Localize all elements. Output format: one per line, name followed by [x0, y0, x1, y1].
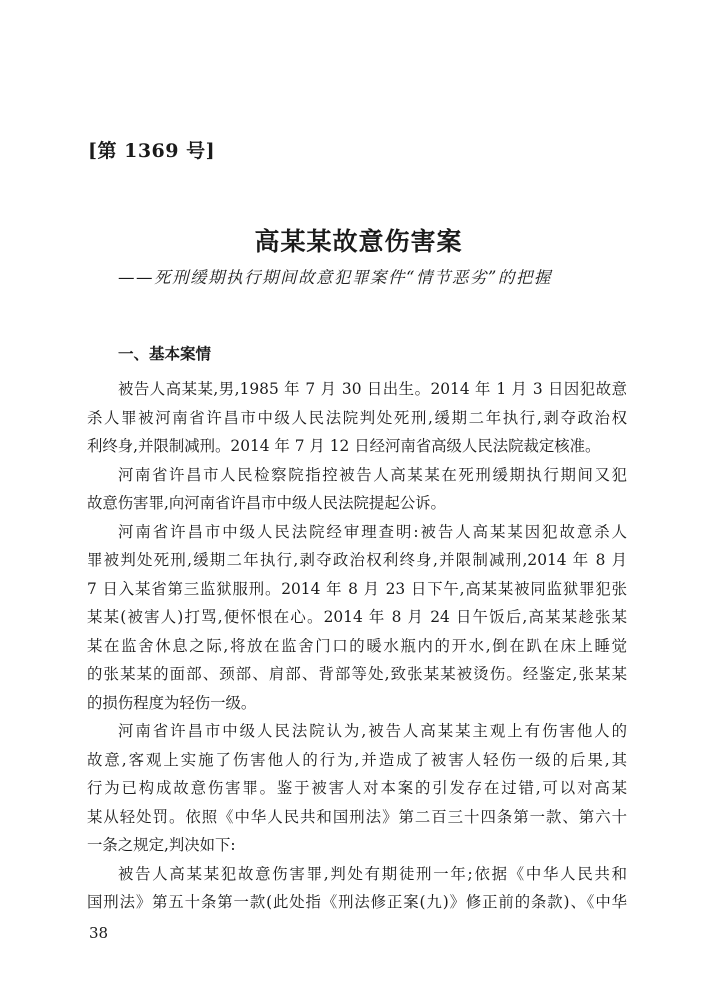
case-number: [第 1369 号]	[88, 140, 216, 162]
text-line: 国刑法》第五十条第一款(此处指《刑法修正案(九)》修正前的条款)、《中华	[87, 893, 627, 911]
text-line: 行为已构成故意伤害罪。鉴于被害人对本案的引发存在过错,可以对高某	[87, 779, 627, 797]
text-line: 故意,客观上实施了伤害他人的行为,并造成了被害人轻伤一级的后果,其	[87, 750, 627, 769]
text-line: 河南省许昌市人民检察院指控被告人高某某在死刑缓期执行期间又犯	[118, 465, 627, 484]
text-line: 利终身,并限制减刑。2014 年 7 月 12 日经河南省高级人民法院裁定核准。	[87, 437, 601, 455]
text-line: 某某(被害人)打骂,便怀恨在心。2014 年 8 月 24 日午饭后,高某某趁张某	[87, 608, 627, 626]
text-line: 的张某某的面部、颈部、肩部、背部等处,致张某某被烫伤。经鉴定,张某某	[87, 665, 627, 683]
text-line: 某在监舍休息之际,将放在监舍门口的暖水瓶内的开水,倒在趴在床上睡觉	[87, 636, 627, 655]
document-title: 高某某故意伤害案	[254, 227, 463, 256]
text-line: 故意伤害罪,向河南省许昌市中级人民法院提起公诉。	[87, 494, 446, 512]
text-line: 罪被判处死刑,缓期二年执行,剥夺政治权利终身,并限制减刑,2014 年 8 月	[87, 551, 627, 569]
document-subtitle: ——死刑缓期执行期间故意犯罪案件“情节恶劣”的把握	[118, 268, 552, 287]
text-line: 7 日入某省第三监狱服刑。2014 年 8 月 23 日下午,高某某被同监狱罪犯张	[87, 579, 627, 598]
page-number: 38	[89, 924, 109, 942]
text-line: 一条之规定,判决如下:	[87, 836, 236, 854]
body-text	[87, 375, 627, 917]
text-line: 河南省许昌市中级人民法院认为,被告人高某某主观上有伤害他人的	[118, 722, 627, 740]
text-line: 被告人高某某犯故意伤害罪,判处有期徒刑一年;依据《中华人民共和	[118, 864, 627, 883]
text-line: 河南省许昌市中级人民法院经审理查明:被告人高某某因犯故意杀人	[118, 522, 627, 541]
section-heading: 一、基本案情	[118, 345, 212, 363]
text-line: 的损伤程度为轻伤一级。	[87, 693, 257, 712]
text-line: 被告人高某某,男,1985 年 7 月 30 日出生。2014 年 1 月 3 日因犯故意	[118, 380, 627, 398]
text-line: 杀人罪被河南省许昌市中级人民法院判处死刑,缓期二年执行,剥夺政治权	[87, 408, 627, 427]
text-line: 某从轻处罚。依照《中华人民共和国刑法》第二百三十四条第一款、第六十	[87, 807, 627, 826]
